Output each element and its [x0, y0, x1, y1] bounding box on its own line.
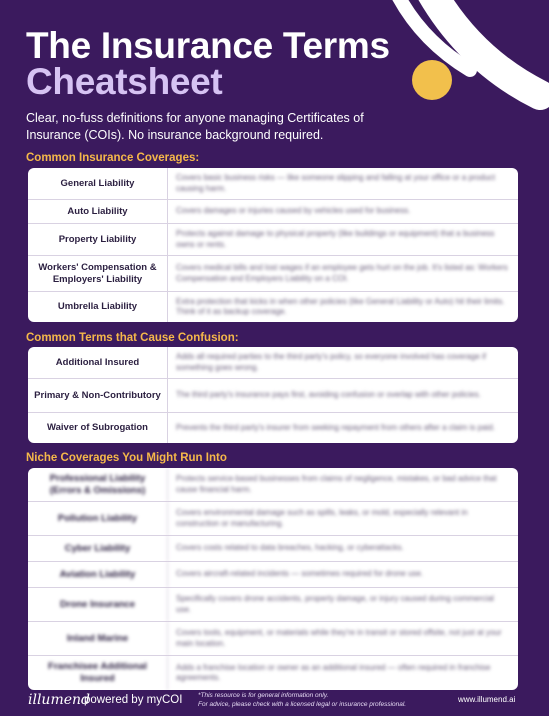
term-cell: Auto Liability	[28, 200, 168, 223]
footer	[0, 690, 549, 716]
term-cell: Inland Marine	[28, 622, 168, 655]
definition-cell: The third party's insurance pays first, avoiding confusion or overlap with other policies.	[176, 390, 481, 400]
powered-by-text: powered by myCOI	[84, 694, 183, 706]
term-cell: Property Liability	[28, 224, 168, 255]
table-row	[28, 468, 518, 502]
term-cell: Franchisee Additional Insured	[28, 656, 168, 690]
term-cell: Waiver of Subrogation	[28, 413, 168, 443]
table-row	[28, 588, 518, 622]
definition-cell: Covers medical bills and lost wages if an employee gets hurt on the job. It's listed as: Workers Compensation and Employers Liability on a COI.	[176, 263, 508, 283]
table-row	[28, 347, 518, 379]
term-cell: Umbrella Liability	[28, 292, 168, 322]
table-row	[28, 256, 518, 292]
definition-cell: Protects service-based businesses from claims of negligence, mistakes, or bad advice that cause financial harm.	[176, 474, 497, 494]
definition-cell: Covers damages or injuries caused by vehicles used for business.	[176, 206, 411, 216]
term-cell: Drone Insurance	[28, 588, 168, 621]
term-cell: Additional Insured	[28, 347, 168, 378]
page-subtitle: Clear, no-fuss definitions for anyone managing Certificates of Insurance (COIs). No insurance background required.	[26, 111, 364, 142]
term-cell: General Liability	[28, 168, 168, 199]
disclaimer	[198, 691, 406, 709]
coverages-table	[28, 168, 518, 322]
definition-cell: Protects against damage to physical property (like buildings or equipment) that a business owns or rents.	[176, 229, 495, 249]
definition-cell: Covers aircraft-related incidents — sometimes required for drone use.	[176, 569, 424, 579]
section-heading-coverages: Common Insurance Coverages:	[26, 152, 200, 164]
niche-coverages-table	[28, 468, 518, 690]
table-row	[28, 622, 518, 656]
term-cell: Aviation Liability	[28, 562, 168, 587]
definition-cell: Covers basic business risks — like someone slipping and falling at your office or a product causing harm.	[176, 173, 496, 193]
definition-cell: Covers costs related to data breaches, hacking, or cyberattacks.	[176, 543, 404, 553]
term-cell: Workers' Compensation & Employers' Liability	[28, 256, 168, 291]
website-link[interactable]: www.illumend.ai	[458, 695, 516, 704]
table-row	[28, 502, 518, 536]
table-row	[28, 413, 518, 443]
disclaimer-line-2: For advice, please check with a licensed legal or insurance professional.	[198, 701, 407, 708]
definition-cell: Adds all required parties to the third party's policy, so everyone involved has coverage if something goes wrong.	[176, 352, 486, 372]
page-title	[26, 25, 390, 102]
table-row	[28, 168, 518, 200]
term-cell: Cyber Liability	[28, 536, 168, 561]
definition-cell: Adds a franchise location or owner as an additional insured — often required in franchise agreements.	[176, 662, 491, 682]
disclaimer-line-1: *This resource is for general information only.	[198, 692, 329, 699]
section-heading-confusion: Common Terms that Cause Confusion:	[26, 332, 239, 344]
definition-cell: Prevents the third party's insurer from seeking repayment from others after a claim is paid.	[176, 422, 495, 432]
title-line-1: The Insurance Terms	[26, 25, 390, 66]
table-row	[28, 536, 518, 562]
definition-cell: Covers tools, equipment, or materials while they're in transit or stored offsite, not just at your main location.	[176, 628, 502, 648]
section-heading-niche: Niche Coverages You Might Run Into	[26, 452, 227, 464]
table-row	[28, 656, 518, 690]
term-cell: Primary & Non-Contributory	[28, 379, 168, 412]
table-row	[28, 224, 518, 256]
table-row	[28, 200, 518, 224]
table-row	[28, 562, 518, 588]
definition-cell: Covers environmental damage such as spills, leaks, or mold, especially relevant in construction or manufacturing.	[176, 508, 468, 528]
term-cell: Pollution Liability	[28, 502, 168, 535]
table-row	[28, 379, 518, 413]
table-row	[28, 292, 518, 322]
term-cell: Professional Liability (Errors & Omissions)	[28, 468, 168, 501]
illumend-logo: illumend	[28, 692, 90, 708]
definition-cell: Extra protection that kicks in when other policies (like General Liability or Auto) hit their limits. Think of it as backup coverage.	[176, 296, 505, 316]
definition-cell: Specifically covers drone accidents, property damage, or injury caused during commercial use.	[176, 594, 494, 614]
title-line-2: Cheatsheet	[26, 61, 223, 102]
confusion-terms-table	[28, 347, 518, 443]
